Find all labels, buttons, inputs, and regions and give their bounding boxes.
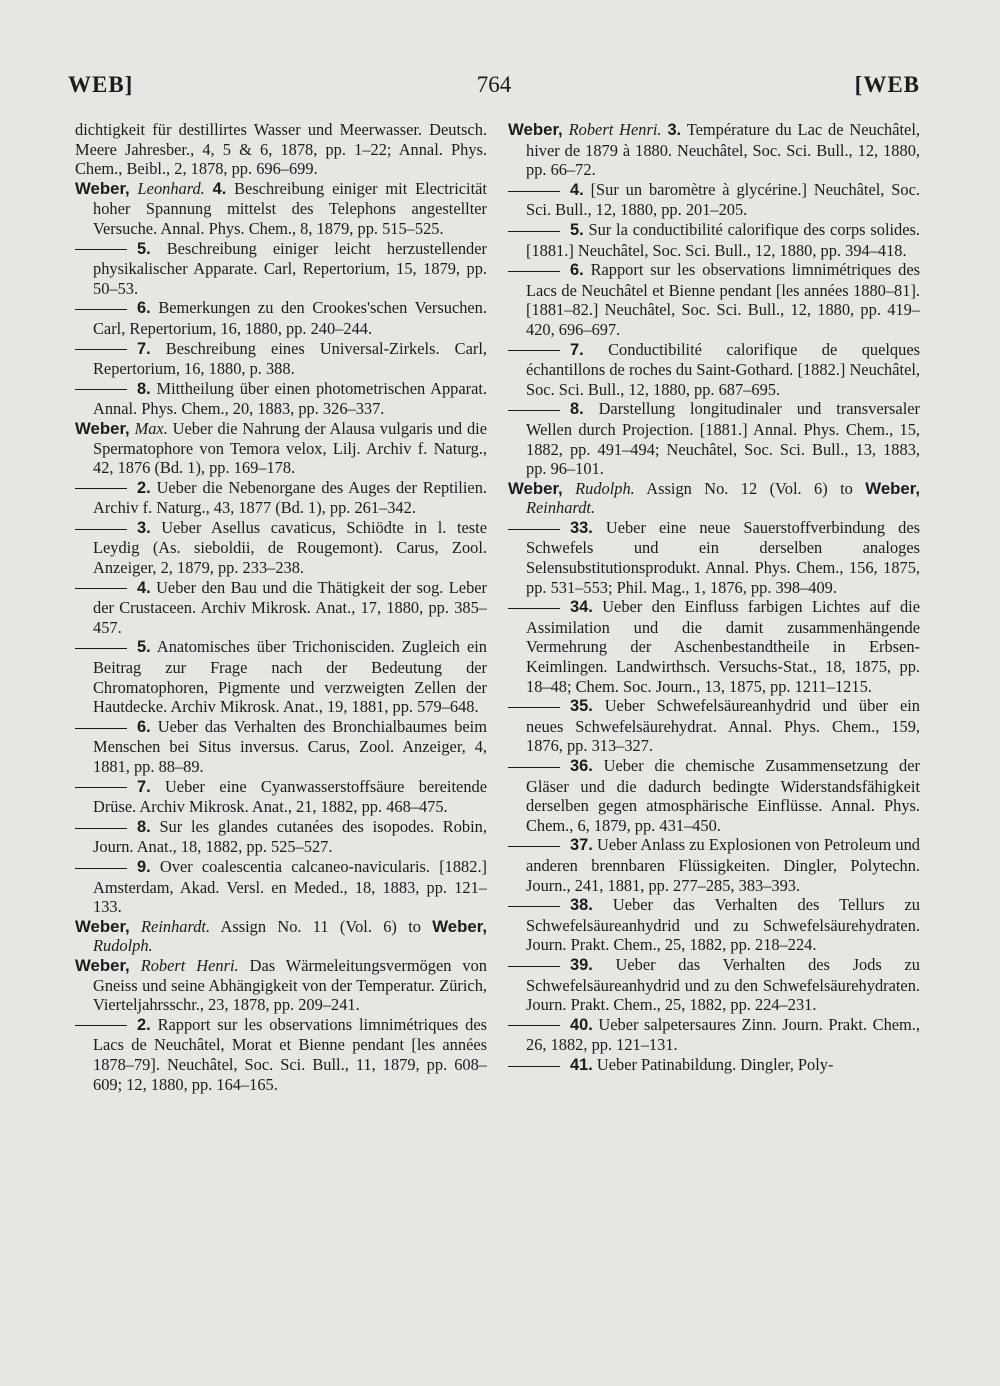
author-surname: Weber,: [75, 178, 130, 198]
ditto-rule: [508, 1066, 560, 1067]
bibliography-entry: [508, 220, 920, 260]
ditto-rule: [75, 648, 127, 649]
cross-ref-forename: Reinhardt.: [526, 498, 596, 518]
ditto-rule: [508, 1025, 560, 1026]
bibliography-entry: [508, 1055, 920, 1076]
entry-number: 3.: [137, 518, 151, 537]
bibliography-entry: [508, 597, 920, 696]
ditto-rule: [75, 1025, 127, 1026]
entry-text: Beschreibung eines Universal-Zirkels. Carl, Repertorium, 16, 1880, p. 388.: [93, 338, 487, 379]
entry-text: Mittheilung über einen photometrischen Apparat. Annal. Phys. Chem., 20, 1883, pp. 326–337.: [93, 378, 487, 419]
ditto-rule: [508, 271, 560, 272]
bibliography-entry: [508, 696, 920, 756]
entry-text: Darstellung longitudinaler und transversaler Wellen durch Projection. [1881.] Annal. Phys. Chem., 15, 1882, pp. 491–494; Neuchâtel, Soc. Sci. Bull., 13, 1883, pp. 96–101.: [526, 399, 920, 479]
entry-text: Ueber den Bau und die Thätigkeit der sog. Leber der Crustaceen. Archiv Mikrosk. Anat., 17, 1880, pp. 385–457.: [93, 577, 488, 637]
bibliography-entry: [75, 379, 487, 419]
entry-number: 39.: [570, 955, 593, 974]
entry-text: Das Wärmeleitungsvermögen von Gneiss und seine Abhängigkeit von der Temperatur. Zürich, Vierteljahrsschr., 23, 1878, pp. 209–241.: [93, 955, 487, 1015]
bibliography-entry: [75, 917, 487, 956]
bibliography-entry: [508, 756, 920, 835]
bibliography-entry: [508, 479, 920, 518]
bibliography-entry: [75, 419, 487, 478]
entry-text: Ueber eine neue Sauerstoffverbindung des Schwefels und ein derselben analoges Selensubstitutionsprodukt. Annal. Phys. Chem., 156, 1875, pp. 531–553; Phil. Mag., 1, 1876, pp. 398–409.: [526, 517, 920, 597]
cross-ref-surname: Weber,: [432, 916, 487, 936]
entry-text: Anatomisches über Trichonisciden. Zugleich ein Beitrag zur Frage nach der Bedeutung der Chromatophoren, Pigmente und verzweigten Zellen der Hautdecke. Archiv Mikrosk. Anat., 19, 1881, pp. 579–648.: [93, 637, 487, 717]
entry-text: Sur la conductibilité calorifique des corps solides. [1881.] Neuchâtel, Soc. Sci. Bull., 12, 1880, pp. 394–418.: [526, 219, 920, 260]
entry-number: 8.: [137, 817, 151, 836]
ditto-rule: [508, 906, 560, 907]
ditto-rule: [508, 231, 560, 232]
ditto-rule: [508, 350, 560, 351]
entry-text: Ueber die chemische Zusammensetzung der Gläser und die dadurch bedingte Widerstandsfähigkeit derselben gegen atmosphärische Einflüsse. Annal. Phys. Chem., 6, 1879, pp. 431–450.: [526, 756, 920, 835]
entry-number: 35.: [570, 697, 593, 716]
cross-ref-forename: Rudolph.: [93, 936, 153, 956]
entry-text: Sur les glandes cutanées des isopodes. Robin, Journ. Anat., 18, 1882, pp. 525–527.: [93, 816, 487, 857]
entry-number: 37.: [570, 836, 593, 855]
entry-number: 8.: [137, 379, 151, 398]
bibliography-entry: [508, 518, 920, 597]
entry-number: 6.: [137, 717, 151, 736]
entry-text: Ueber Asellus cavaticus, Schiödte in l. teste Leydig (As. sieboldii, de Rougemont). Carus, Zool. Anzeiger, 2, 1879, pp. 233–238.: [93, 517, 487, 578]
ditto-rule: [508, 707, 560, 708]
cross-ref-surname: Weber,: [865, 478, 920, 498]
entry-text: Température du Lac de Neuchâtel, hiver de 1879 à 1880. Neuchâtel, Soc. Sci. Bull., 12, 1880, pp. 66–72.: [526, 120, 920, 180]
bibliography-entry: [75, 1015, 487, 1094]
ditto-rule: [75, 309, 127, 310]
entry-number: 5.: [570, 220, 584, 239]
entry-number: 7.: [137, 777, 151, 796]
entry-text: Ueber Schwefelsäureanhydrid und über ein neues Schwefelsäurehydrat. Annal. Phys. Chem., 159, 1876, pp. 313–327.: [526, 696, 920, 756]
bibliography-entry: [75, 637, 487, 716]
bibliography-entry: [508, 340, 920, 400]
author-forename: Rudolph.: [575, 478, 635, 498]
bibliography-entry: [75, 777, 487, 817]
author-surname: Weber,: [75, 418, 130, 438]
entry-number: 4.: [570, 180, 584, 199]
ditto-rule: [508, 966, 560, 967]
page-number: 764: [476, 72, 512, 97]
ditto-rule: [508, 529, 560, 530]
entry-text: Ueber das Verhalten des Jods zu Schwefelsäureanhydrid und zu den Schwefelsäurehydraten. Journ. Prakt. Chem., 25, 1882, pp. 224–231.: [526, 954, 920, 1015]
author-forename: Robert Henri.: [568, 120, 662, 139]
header-left-catchword: WEB]: [68, 72, 134, 97]
ditto-rule: [75, 787, 127, 788]
entry-text: Ueber das Verhalten des Bronchialbaumes beim Menschen bei Situs inversus. Carus, Zool. Anzeiger, 4, 1881, pp. 88–89.: [93, 716, 487, 776]
entry-number: 6.: [570, 261, 584, 280]
bibliography-entry: [508, 835, 920, 895]
ditto-rule: [508, 410, 560, 411]
bibliography-entry: [508, 260, 920, 339]
ditto-rule: [75, 828, 127, 829]
entry-number: 38.: [570, 896, 593, 915]
entry-number: 5.: [137, 239, 151, 258]
bibliography-entry: [75, 298, 487, 338]
entry-text: [Sur un baromètre à glycérine.] Neuchâtel, Soc. Sci. Bull., 12, 1880, pp. 201–205.: [526, 179, 920, 220]
entry-text: Ueber salpetersaures Zinn. Journ. Prakt. Chem., 26, 1882, pp. 121–131.: [526, 1014, 920, 1055]
entry-text: Ueber das Verhalten des Tellurs zu Schwefelsäureanhydrid und zu Schwefelsäurehydraten. Journ. Prakt. Chem., 25, 1882, pp. 218–224.: [526, 895, 920, 955]
ditto-rule: [508, 191, 560, 192]
entry-text: Ueber die Nahrung der Alausa vulgaris und die Spermatophore von Temora velox, Lilj. Archiv f. Naturg., 42, 1876 (Bd. 1), pp. 169–178.: [93, 418, 487, 478]
entry-text: Beschreibung einiger leicht herzustellender physikalischer Apparate. Carl, Repertorium, 15, 1879, pp. 50–53.: [93, 238, 487, 298]
author-forename: Reinhardt.: [141, 916, 211, 936]
entry-text: Assign No. 11 (Vol. 6) to: [220, 916, 421, 936]
bibliography-entry: [75, 179, 487, 239]
entry-number: 34.: [570, 598, 593, 617]
ditto-rule: [508, 767, 560, 768]
ditto-rule: [508, 608, 560, 609]
left-column: [75, 120, 487, 1094]
ditto-rule: [75, 588, 127, 589]
bibliography-entry: [75, 239, 487, 299]
entry-number: 8.: [570, 400, 584, 419]
entry-number: 4.: [212, 179, 227, 198]
entry-text: Beschreibung einiger mit Electricität hoher Spannung mittelst des Telephons angestellter Versuche. Annal. Phys. Chem., 8, 1879, pp. 515–525.: [93, 178, 487, 238]
entry-text: Rapport sur les observations limnimétriques des Lacs de Neuchâtel, Morat et Bienne pendant [les années 1878–79]. Neuchâtel, Soc. Sci. Bull., 11, 1879, pp. 608–609; 12, 1880, pp. 164–165.: [93, 1014, 487, 1094]
entry-number: 2.: [137, 478, 151, 497]
entry-number: 7.: [570, 340, 584, 359]
entry-number: 2.: [137, 1015, 151, 1034]
entry-number: 7.: [137, 339, 151, 358]
entry-text: dichtigkeit für destillirtes Wasser und Meerwasser. Deutsch. Meere Jahresber., 4, 5 & 6, 1878, pp. 1–22; Annal. Phys. Chem., Beibl., 2, 1878, pp. 696–699.: [75, 120, 487, 179]
bibliography-entry: [75, 578, 487, 638]
entry-text: Ueber eine Cyanwasserstoffsäure bereitende Drüse. Archiv Mikrosk. Anat., 21, 1882, pp. 468–475.: [93, 776, 487, 817]
author-forename: Robert Henri.: [140, 955, 239, 975]
bibliography-entry: [75, 857, 487, 917]
entry-number: 40.: [570, 1015, 593, 1034]
bibliography-entry: [508, 180, 920, 220]
ditto-rule: [75, 488, 127, 489]
bibliography-entry: [75, 478, 487, 518]
ditto-rule: [508, 846, 560, 847]
ditto-rule: [75, 389, 127, 390]
entry-text: Bemerkungen zu den Crookes'schen Versuchen. Carl, Repertorium, 16, 1880, pp. 240–244.: [93, 298, 487, 338]
bibliography-entry: [508, 1015, 920, 1055]
author-surname: Weber,: [75, 955, 130, 975]
entry-number: 4.: [137, 578, 151, 597]
entry-number: 9.: [137, 857, 151, 876]
entry-text: Ueber die Nebenorgane des Auges der Reptilien. Archiv f. Naturg., 43, 1877 (Bd. 1), pp. 261–342.: [93, 477, 487, 518]
running-header: [68, 72, 920, 106]
entry-number: 3.: [667, 121, 682, 139]
bibliography-entry: [75, 518, 487, 578]
ditto-rule: [75, 868, 127, 869]
entry-text: Assign No. 12 (Vol. 6) to: [646, 478, 853, 498]
entry-number: 6.: [137, 299, 151, 318]
bibliography-entry: [508, 399, 920, 478]
entry-text: Ueber Anlass zu Explosionen von Petroleum und anderen brennbaren Flüssigkeiten. Dingler, Polytechn. Journ., 241, 1881, pp. 277–285, 383–393.: [526, 835, 920, 895]
bibliography-entry: [75, 339, 487, 379]
bibliography-entry: [508, 895, 920, 955]
ditto-rule: [75, 529, 127, 530]
author-surname: Weber,: [508, 478, 563, 498]
author-surname: Weber,: [75, 916, 130, 936]
ditto-rule: [75, 349, 127, 350]
bibliography-entry: [75, 120, 487, 179]
bibliography-entry: [508, 120, 920, 180]
entry-text: Ueber den Einfluss farbigen Lichtes auf die Assimilation und die damit zusammenhängende Vermehrung der Aschenbestandtheile in Erbsen-Keimlingen. Landwirthsch. Versuchs-Stat., 18, 1875, pp. 18–48; Chem. Soc. Journ., 13, 1875, pp. 1211–1215.: [526, 597, 920, 696]
right-column: [508, 120, 920, 1076]
entry-number: 41.: [570, 1055, 593, 1074]
author-forename: Max.: [134, 418, 168, 438]
entry-number: 5.: [137, 638, 151, 657]
bibliography-entry: [508, 955, 920, 1015]
header-right-catchword: [WEB: [854, 72, 920, 97]
bibliography-entry: [75, 717, 487, 777]
entry-text: Rapport sur les observations limnimétriques des Lacs de Neuchâtel et Bienne pendant [les années 1880–81]. [1881–82.] Neuchâtel, Soc. Sci. Bull., 12, 1880, pp. 419–420, 696–697.: [526, 260, 920, 339]
ditto-rule: [75, 728, 127, 729]
ditto-rule: [75, 249, 127, 250]
bibliography-entry: [75, 956, 487, 1015]
author-forename: Leonhard.: [137, 178, 205, 198]
entry-text: Over coalescentia calcaneo-navicularis. [1882.] Amsterdam, Akad. Versl. en Meded., 18, 1883, pp. 121–133.: [93, 856, 487, 917]
bibliography-entry: [75, 817, 487, 857]
entry-number: 33.: [570, 518, 593, 537]
entry-number: 36.: [570, 757, 593, 775]
entry-text: Ueber Patinabildung. Dingler, Poly-: [596, 1054, 834, 1074]
author-surname: Weber,: [508, 120, 563, 139]
entry-text: Conductibilité calorifique de quelques échantillons de roches du Saint-Gothard. [1882.] Neuchâtel, Soc. Sci. Bull., 12, 1880, pp. 687–695.: [526, 339, 920, 399]
